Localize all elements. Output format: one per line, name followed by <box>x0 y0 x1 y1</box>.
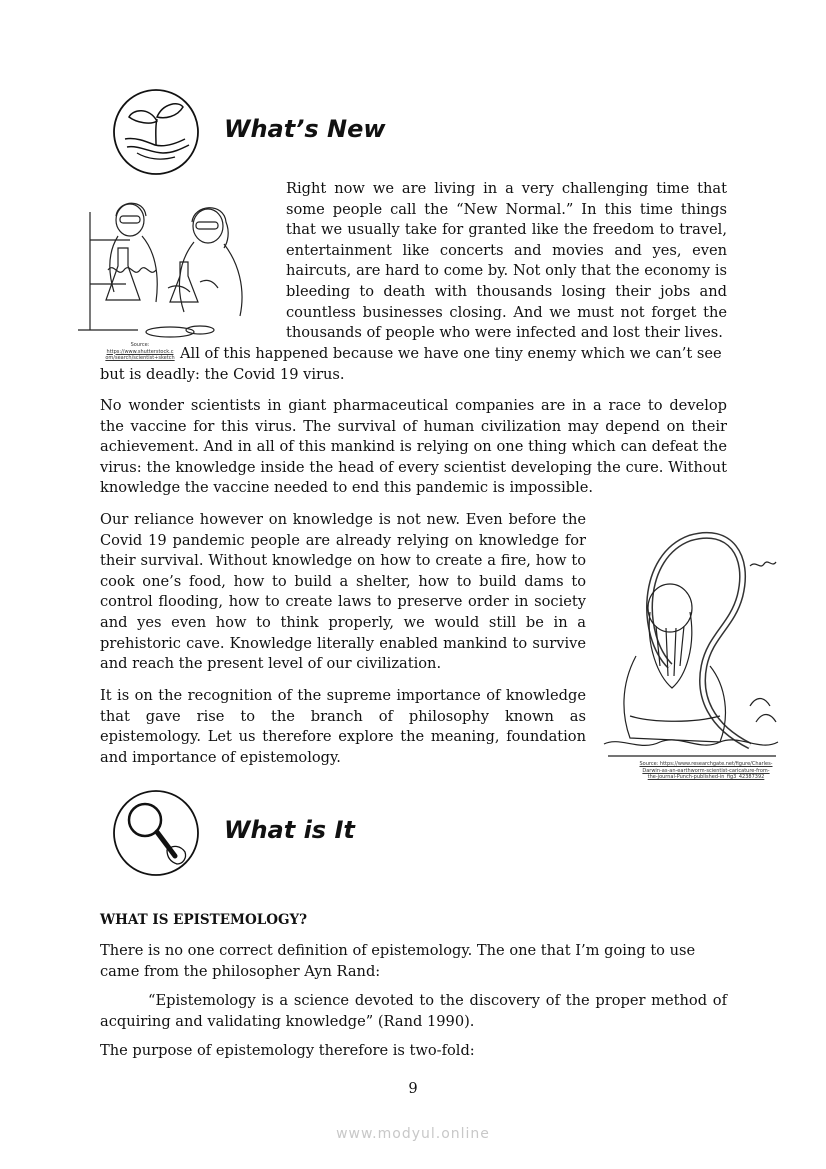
caption-link[interactable]: Source: https://www.researchgate.net/figure/Charles- <box>639 761 773 767</box>
whats-new-paragraph-1-tail-line-1: All of this happened because we have one tiny enemy which we can’t see <box>180 345 722 362</box>
caption-line <box>104 355 176 362</box>
what-is-it-heading: What is It <box>224 816 355 844</box>
darwin-caricature-image <box>600 516 782 760</box>
darwin-image-caption <box>615 761 797 781</box>
whats-new-heading: What’s New <box>224 115 386 143</box>
whats-new-paragraph-1: Right now we are living in a very challenging time that some people call the “New Normal.” In this time things that we usually take for granted like the freedom to travel, entertainment like concerts and movies and yes, even haircuts, are hard to come by. Not only that the economy is bleeding to death with thousands losing their jobs and countless businesses closing. And we must not forget the thousands of people who were infected and lost their lives. <box>286 180 727 342</box>
caption-line: Source: <box>130 342 150 348</box>
caption-link[interactable]: om/search/scientist+sketch <box>105 355 175 361</box>
page-number: 9 <box>408 1080 418 1097</box>
scientists-sketch-image <box>68 192 280 342</box>
rand-quote: “Epistemology is a science devoted to the discovery of the proper method of acquiring and validating knowledge” (Rand 1990). <box>100 992 727 1030</box>
whats-new-paragraph-4: It is on the recognition of the supreme importance of knowledge that gave rise to the branch of philosophy known as epistemology. Let us therefore explore the meaning, foundation and importance of epistemology. <box>100 687 586 766</box>
what-is-it-paragraph-2: The purpose of epistemology therefore is two-fold: <box>100 1042 475 1059</box>
what-is-epistemology-subheading: WHAT IS EPISTEMOLOGY? <box>100 912 308 928</box>
caption-line <box>615 774 797 781</box>
magnifying-glass-icon <box>111 788 201 878</box>
caption-link[interactable]: the-journal-Punch-published-in_fig3_42387392 <box>647 774 765 780</box>
plant-in-hand-icon <box>111 87 201 177</box>
scientists-image-caption <box>104 342 176 362</box>
caption-link[interactable]: Darwin-as-an-earthworm-scientist-caricature-from- <box>642 767 770 774</box>
footer-watermark[interactable]: www.modyul.online <box>336 1126 490 1142</box>
what-is-it-paragraph-1: There is no one correct definition of epistemology. The one that I’m going to use came from the philosopher Ayn Rand: <box>100 942 696 980</box>
whats-new-paragraph-2: No wonder scientists in giant pharmaceutical companies are in a race to develop the vaccine for this virus. The survival of human civilization may depend on their achievement. And in all of this mankind is relying on one thing which can defeat the virus: the knowledge inside the head of every scientist developing the cure. Without knowledge the vaccine needed to end this pandemic is impossible. <box>100 397 727 497</box>
whats-new-paragraph-1-tail-line-2: but is deadly: the Covid 19 virus. <box>100 366 345 383</box>
whats-new-paragraph-3: Our reliance however on knowledge is not new. Even before the Covid 19 pandemic people are already relying on knowledge for their survival. Without knowledge on how to create a fire, how to cook one’s food, how to build a shelter, how to build dams to control flooding, how to create laws to preserve order in society and yes even how to think properly, we would still be in a prehistoric cave. Knowledge literally enabled mankind to survive and reach the present level of our civilization. <box>100 511 586 673</box>
caption-link[interactable]: https://www.shutterstock.c <box>106 348 174 355</box>
